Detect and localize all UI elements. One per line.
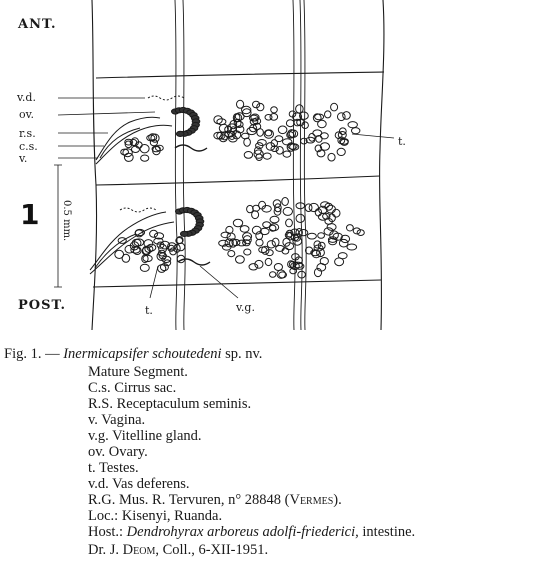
caption-line: Mature Segment.: [88, 364, 188, 380]
host-species: Dendrohyrax arboreus adolfi-friederici,: [126, 524, 359, 540]
testis: [244, 249, 251, 255]
testis: [236, 256, 245, 264]
label-cs: c.s.: [19, 140, 38, 153]
testis: [115, 250, 124, 258]
testis: [299, 230, 308, 236]
caption-line: v.d. Vas deferens.: [88, 476, 190, 492]
leader-t-right: [352, 134, 394, 138]
caption-line: C.s. Cirrus sac.: [88, 380, 177, 396]
testis: [307, 233, 316, 239]
longitudinal-vessels: [175, 0, 306, 330]
testis: [263, 153, 271, 159]
testis: [265, 258, 272, 265]
testis: [249, 264, 258, 270]
testis: [270, 272, 276, 278]
testis: [314, 241, 321, 248]
testis: [305, 204, 312, 212]
scale-label: 0.5 mm.: [61, 200, 72, 242]
testis: [270, 216, 279, 223]
testis: [337, 148, 345, 155]
testis: [347, 225, 354, 231]
collector-line: [88, 542, 268, 558]
testis: [315, 114, 324, 120]
leader-vg: [200, 266, 238, 298]
excretory-vessel: [300, 0, 302, 330]
collector-prefix: Dr. J.: [88, 542, 120, 558]
segment-number: 1: [20, 198, 40, 231]
testis: [158, 265, 166, 273]
testis: [328, 153, 335, 161]
testis: [259, 247, 267, 253]
collector-suffix: , Coll., 6-XII-1951.: [155, 542, 269, 558]
caption-line: v. Vagina.: [88, 412, 146, 428]
testis: [326, 205, 335, 213]
testis: [283, 151, 291, 157]
testes-clusters: [115, 100, 365, 278]
segment-outline: [92, 0, 384, 330]
testis: [348, 122, 357, 128]
testis: [177, 243, 185, 251]
registry-line: [88, 492, 342, 508]
testis: [320, 258, 328, 265]
leader-ov: [58, 112, 155, 115]
fig-prefix: Fig. 1. —: [4, 346, 60, 362]
registry-suffix: ).: [333, 492, 342, 508]
caption-line: R.S. Receptaculum seminis.: [88, 396, 252, 412]
testis: [296, 105, 304, 113]
testis: [267, 241, 275, 248]
testis: [352, 128, 360, 134]
caption-line: t. Testes.: [88, 460, 139, 476]
testis: [274, 264, 282, 271]
testis: [125, 245, 134, 253]
testis: [221, 232, 230, 238]
testis: [140, 145, 149, 153]
excretory-vessel: [304, 0, 306, 330]
host-prefix: Host.:: [88, 524, 124, 540]
testis: [347, 244, 357, 250]
testis: [244, 152, 252, 159]
species-suffix: sp. nv.: [225, 346, 263, 362]
caption-line: v.g. Vitelline gland.: [88, 428, 202, 444]
testis: [338, 113, 346, 121]
host-line: [88, 524, 415, 540]
label-v: v.: [19, 152, 28, 165]
testis: [256, 239, 263, 246]
segment-boundary-top: [96, 72, 384, 78]
caption-title: [4, 346, 262, 362]
registry-prefix: R.G. Mus. R. Tervuren, n° 28848 (: [88, 492, 290, 508]
ovary-lobe: [176, 131, 184, 136]
vas-deferens: [148, 96, 184, 100]
testis: [282, 198, 289, 206]
host-suffix: intestine.: [362, 524, 416, 540]
label-rs: r.s.: [19, 127, 36, 140]
testis: [275, 136, 283, 142]
leader-t-bottom: [150, 266, 158, 298]
testis: [271, 107, 278, 113]
label-ov: ov.: [19, 108, 35, 121]
species-name: Inermicapsifer schoutedeni: [63, 346, 222, 362]
testis: [286, 120, 294, 127]
testis: [140, 264, 149, 271]
testis: [283, 207, 292, 215]
vitelline-gland: [175, 145, 207, 151]
excretory-vessel: [183, 0, 185, 330]
caption-line: ov. Ovary.: [88, 444, 148, 460]
testis: [265, 130, 272, 136]
collector-name: Deom: [122, 542, 156, 558]
label-vd: v.d.: [17, 91, 36, 104]
testis: [132, 146, 140, 152]
testis: [244, 138, 251, 146]
testis: [242, 133, 250, 139]
vagina: [96, 125, 172, 164]
anterior-label: ANT.: [18, 17, 57, 32]
testis: [338, 253, 347, 259]
vas-deferens: [120, 208, 156, 212]
excretory-vessel: [175, 0, 177, 330]
figure-caption: [0, 338, 543, 585]
testis: [257, 129, 264, 137]
segment-left-border: [92, 0, 97, 330]
label-vg: v.g.: [236, 301, 255, 314]
testis: [228, 251, 235, 257]
excretory-vessel: [293, 0, 295, 330]
testis: [320, 133, 328, 139]
testis: [256, 232, 263, 240]
testis: [286, 219, 293, 227]
testis: [318, 233, 325, 239]
testis: [331, 103, 338, 111]
testis: [141, 155, 149, 161]
testis: [276, 147, 283, 155]
testis: [325, 111, 331, 118]
registry-vermes: Vermes: [289, 492, 334, 508]
ovary-lobe: [180, 231, 188, 236]
segment-boundary-bottom: [93, 280, 381, 287]
locality-line: Loc.: Kisenyi, Ruanda.: [88, 508, 223, 524]
posterior-label: POST.: [18, 298, 67, 313]
label-t-right: t.: [398, 135, 406, 148]
label-t-bottom: t.: [145, 304, 153, 317]
testis: [332, 209, 340, 217]
testis: [309, 203, 318, 211]
testis: [150, 230, 158, 237]
testis: [253, 101, 260, 108]
testis: [233, 219, 242, 227]
testis: [296, 203, 305, 209]
testis: [121, 149, 129, 155]
testis: [270, 114, 278, 121]
testis: [343, 112, 351, 120]
testis: [240, 226, 249, 233]
segment-boundary-middle: [96, 176, 380, 185]
testis: [296, 214, 305, 222]
testis: [278, 126, 287, 134]
